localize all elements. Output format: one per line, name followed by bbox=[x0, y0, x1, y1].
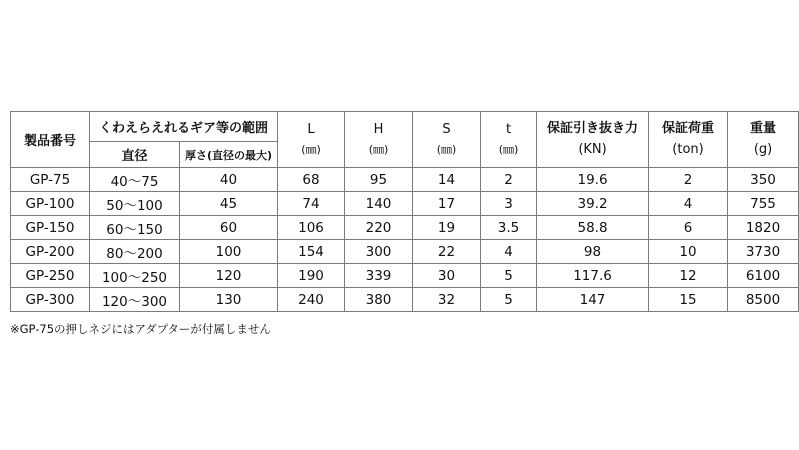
cell-t: 4 bbox=[481, 240, 537, 264]
cell-S: 14 bbox=[413, 168, 481, 192]
cell-thickness: 60 bbox=[180, 216, 278, 240]
cell-H: 380 bbox=[345, 288, 413, 312]
table-row bbox=[11, 192, 799, 216]
cell-L: 106 bbox=[278, 216, 345, 240]
table-row bbox=[11, 216, 799, 240]
cell-L: 240 bbox=[278, 288, 345, 312]
cell-pull-force: 98 bbox=[537, 240, 649, 264]
cell-product-no: GP-150 bbox=[11, 216, 90, 240]
cell-thickness: 45 bbox=[180, 192, 278, 216]
table-row bbox=[11, 288, 799, 312]
cell-load: 4 bbox=[649, 192, 728, 216]
cell-L: 74 bbox=[278, 192, 345, 216]
cell-weight: 3730 bbox=[728, 240, 799, 264]
cell-S: 32 bbox=[413, 288, 481, 312]
cell-t: 5 bbox=[481, 264, 537, 288]
cell-pull-force: 117.6 bbox=[537, 264, 649, 288]
cell-H: 140 bbox=[345, 192, 413, 216]
header-H-label: H bbox=[373, 122, 384, 138]
cell-pull-force: 19.6 bbox=[537, 168, 649, 192]
cell-weight: 350 bbox=[728, 168, 799, 192]
cell-diameter: 40～75 bbox=[90, 168, 180, 192]
header-t-unit: (㎜) bbox=[498, 142, 519, 156]
header-t bbox=[481, 112, 537, 168]
table-row bbox=[11, 240, 799, 264]
header-L bbox=[278, 112, 345, 168]
cell-load: 15 bbox=[649, 288, 728, 312]
cell-thickness: 100 bbox=[180, 240, 278, 264]
cell-S: 17 bbox=[413, 192, 481, 216]
cell-diameter: 60～150 bbox=[90, 216, 180, 240]
header-diameter: 直径 bbox=[90, 142, 180, 168]
header-gear-range: くわえらえれるギア等の範囲 bbox=[90, 112, 278, 142]
cell-diameter: 120～300 bbox=[90, 288, 180, 312]
table-row bbox=[11, 168, 799, 192]
header-load-unit: (ton) bbox=[672, 141, 704, 157]
header-S-label: S bbox=[442, 122, 451, 138]
cell-L: 190 bbox=[278, 264, 345, 288]
header-H bbox=[345, 112, 413, 168]
cell-weight: 8500 bbox=[728, 288, 799, 312]
header-pull-force-unit: (KN) bbox=[578, 141, 607, 157]
cell-L: 154 bbox=[278, 240, 345, 264]
header-thickness: 厚さ(直径の最大) bbox=[180, 142, 278, 168]
header-L-label: L bbox=[307, 122, 315, 138]
header-load-label: 保証荷重 bbox=[662, 121, 715, 137]
cell-H: 300 bbox=[345, 240, 413, 264]
cell-product-no: GP-75 bbox=[11, 168, 90, 192]
header-S bbox=[413, 112, 481, 168]
cell-H: 339 bbox=[345, 264, 413, 288]
header-product-no: 製品番号 bbox=[11, 112, 90, 168]
cell-load: 10 bbox=[649, 240, 728, 264]
footnote: ※GP-75の押しネジにはアダプターが付属しません bbox=[10, 322, 271, 336]
cell-H: 95 bbox=[345, 168, 413, 192]
cell-product-no: GP-200 bbox=[11, 240, 90, 264]
cell-t: 2 bbox=[481, 168, 537, 192]
cell-S: 22 bbox=[413, 240, 481, 264]
header-pull-force bbox=[537, 112, 649, 168]
cell-H: 220 bbox=[345, 216, 413, 240]
cell-t: 3.5 bbox=[481, 216, 537, 240]
cell-product-no: GP-250 bbox=[11, 264, 90, 288]
header-weight-unit: (g) bbox=[753, 141, 773, 157]
cell-diameter: 50～100 bbox=[90, 192, 180, 216]
header-L-unit: (㎜) bbox=[301, 142, 321, 156]
cell-S: 19 bbox=[413, 216, 481, 240]
cell-t: 3 bbox=[481, 192, 537, 216]
header-H-unit: (㎜) bbox=[368, 142, 389, 156]
header-S-unit: (㎜) bbox=[436, 142, 457, 156]
cell-S: 30 bbox=[413, 264, 481, 288]
cell-thickness: 120 bbox=[180, 264, 278, 288]
table-row bbox=[11, 264, 799, 288]
cell-weight: 755 bbox=[728, 192, 799, 216]
header-load bbox=[649, 112, 728, 168]
cell-pull-force: 58.8 bbox=[537, 216, 649, 240]
cell-thickness: 40 bbox=[180, 168, 278, 192]
cell-pull-force: 147 bbox=[537, 288, 649, 312]
spec-table bbox=[10, 111, 799, 312]
cell-product-no: GP-100 bbox=[11, 192, 90, 216]
header-t-label: t bbox=[505, 122, 512, 138]
cell-diameter: 100～250 bbox=[90, 264, 180, 288]
header-weight bbox=[728, 112, 799, 168]
cell-product-no: GP-300 bbox=[11, 288, 90, 312]
cell-load: 12 bbox=[649, 264, 728, 288]
cell-pull-force: 39.2 bbox=[537, 192, 649, 216]
cell-load: 2 bbox=[649, 168, 728, 192]
cell-t: 5 bbox=[481, 288, 537, 312]
cell-thickness: 130 bbox=[180, 288, 278, 312]
header-pull-force-label: 保証引き抜き力 bbox=[547, 121, 639, 137]
spec-table-container bbox=[10, 111, 781, 312]
cell-weight: 1820 bbox=[728, 216, 799, 240]
cell-weight: 6100 bbox=[728, 264, 799, 288]
cell-L: 68 bbox=[278, 168, 345, 192]
cell-load: 6 bbox=[649, 216, 728, 240]
header-weight-label: 重量 bbox=[750, 121, 777, 137]
cell-diameter: 80～200 bbox=[90, 240, 180, 264]
